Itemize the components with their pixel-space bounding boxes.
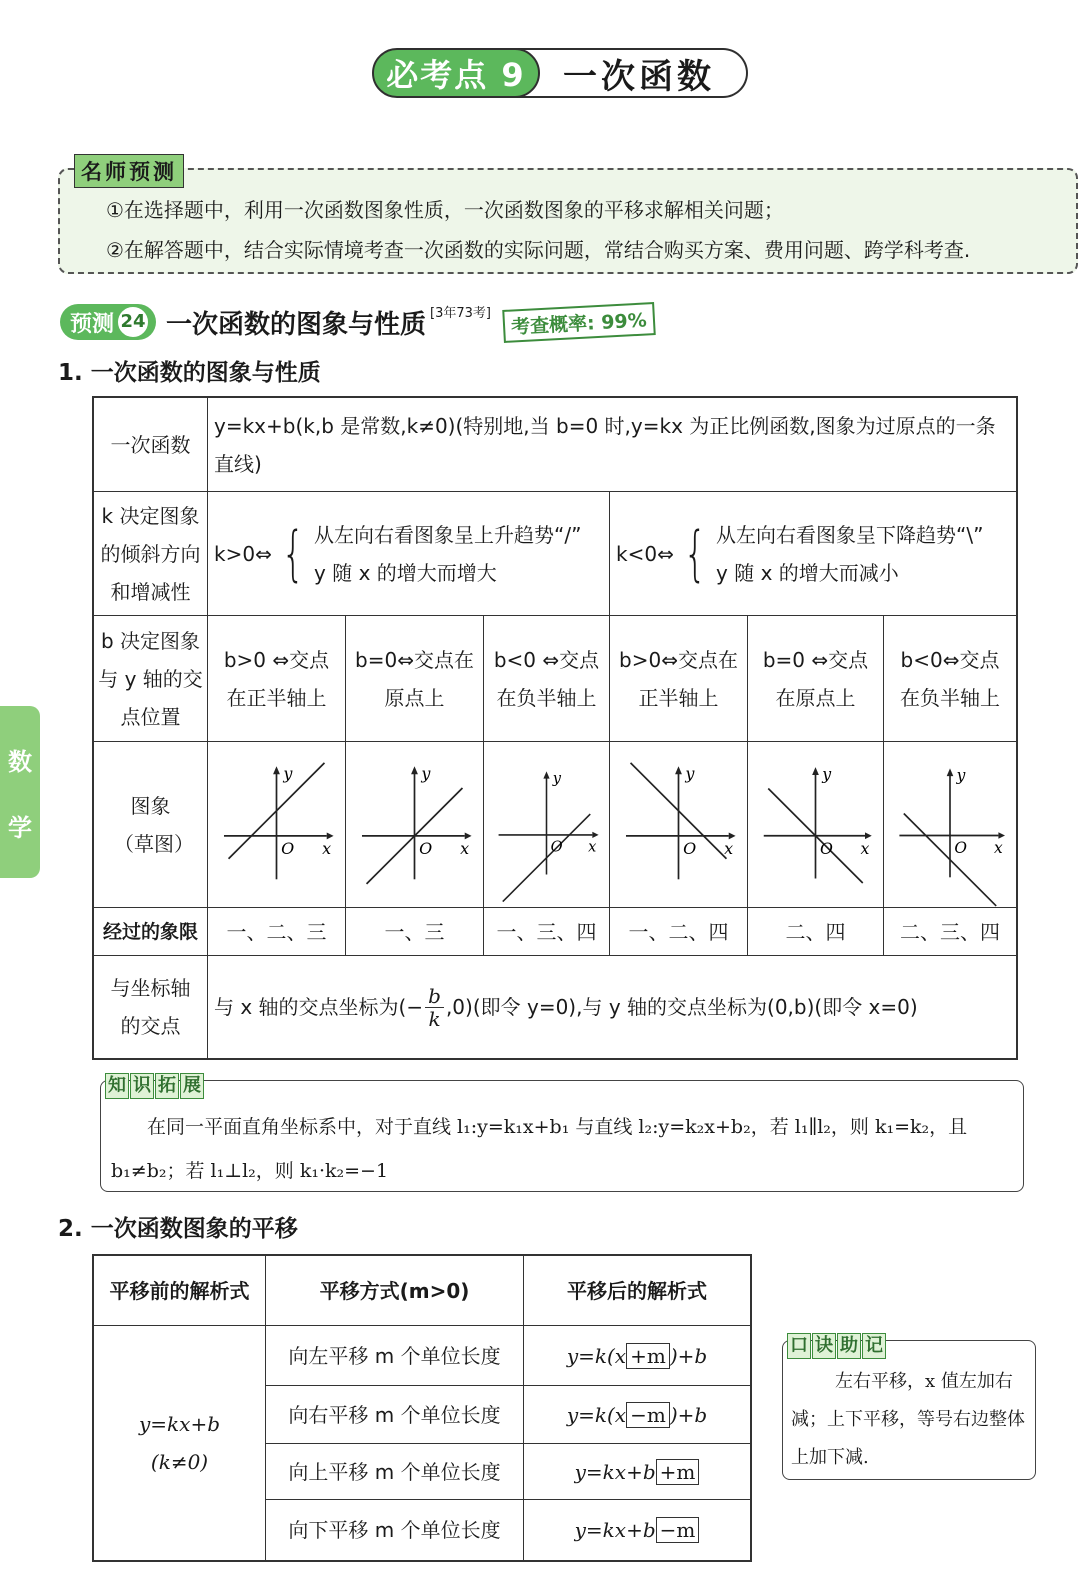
- k-negative-line-2: y 随 x 的增大而减小: [716, 560, 899, 585]
- x-axis-label: x: [322, 839, 332, 859]
- t2-method-right: 向右平移 m 个单位长度: [266, 1386, 524, 1444]
- graph-cell-3: [484, 742, 610, 908]
- intercept-text-a: 与 x 轴的交点坐标为(−: [214, 995, 424, 1019]
- knowledge-box: [100, 1075, 1024, 1192]
- row-intercept-head: 与坐标轴的交点: [94, 956, 208, 1058]
- b-cell-1: b>0 ⇔交点在正半轴上: [208, 616, 346, 742]
- y-axis-label: y: [421, 763, 431, 783]
- brace-icon: {: [281, 518, 305, 589]
- y-axis-arrow-icon: [543, 771, 549, 778]
- x-axis-label: x: [994, 839, 1003, 858]
- translation-table: [92, 1254, 752, 1562]
- graph-cell-6: [884, 742, 1016, 908]
- knowledge-line-2: b₁≠b₂；若 l₁⊥l₂，则 k₁·k₂=−1: [111, 1160, 389, 1182]
- formula-suffix: )+b: [669, 1343, 708, 1368]
- side-tab-char-1: 数: [8, 747, 32, 776]
- t2-method-up: 向上平移 m 个单位长度: [266, 1444, 524, 1500]
- x-axis-label: x: [460, 839, 470, 859]
- formula-box: +m: [656, 1459, 700, 1485]
- y-axis-arrow-icon: [947, 768, 954, 776]
- b-cell-2: b=0⇔交点在原点上: [346, 616, 484, 742]
- rhyme-label-char: 口: [787, 1333, 811, 1359]
- knowledge-label-char: 拓: [155, 1073, 179, 1099]
- t2-result-right: [524, 1386, 750, 1444]
- graph-sketch-2: [346, 742, 483, 907]
- quadrant-cell-6: 二、三、四: [884, 908, 1016, 956]
- chapter-tag: 必考点 9: [372, 48, 540, 98]
- formula-prefix: y=kx+b: [574, 1518, 656, 1542]
- t2-result-down: [524, 1500, 750, 1560]
- origin-label: O: [550, 838, 563, 856]
- b-cell-6: b<0⇔交点在负半轴上: [884, 616, 1016, 742]
- k-negative-line-1: 从左向右看图象呈下降趋势“\”: [716, 522, 984, 547]
- rhyme-label-char: 记: [862, 1333, 886, 1359]
- formula-box: −m: [656, 1517, 700, 1543]
- knowledge-label-char: 展: [180, 1073, 204, 1099]
- t2-method-down: 向下平移 m 个单位长度: [266, 1500, 524, 1560]
- y-axis-arrow-icon: [273, 766, 280, 774]
- graph-cell-4: [610, 742, 748, 908]
- fraction-denominator: k: [428, 1006, 441, 1031]
- x-axis-label: x: [724, 839, 734, 859]
- knowledge-label: [105, 1073, 205, 1099]
- prediction-frequency: [3年73考]: [430, 305, 491, 321]
- fraction-numerator: b: [425, 985, 444, 1008]
- formula-box: +m: [626, 1343, 670, 1369]
- prediction-title: 一次函数的图象与性质: [166, 309, 427, 340]
- graph-cell-2: [346, 742, 484, 908]
- knowledge-label-char: 知: [105, 1073, 129, 1099]
- row-function-head: 一次函数: [94, 398, 208, 492]
- teacher-line-2: ②在解答题中，结合实际情境考查一次函数的实际问题，常结合购买方案、费用问题、跨学科考查.: [106, 238, 971, 262]
- formula-box: −m: [626, 1402, 670, 1428]
- row-intercept-content: [208, 956, 1016, 1058]
- t2-header-after: 平移后的解析式: [524, 1256, 750, 1326]
- k-negative-condition: k<0⇔: [616, 541, 674, 566]
- t2-result-up: [524, 1444, 750, 1500]
- rhyme-label-char: 助: [837, 1333, 861, 1359]
- section-1-title: 1. 一次函数的图象与性质: [58, 360, 321, 386]
- graph-sketch-4: [610, 742, 747, 907]
- quadrant-cell-4: 一、二、四: [610, 908, 748, 956]
- graph-cell-1: [208, 742, 346, 908]
- origin-label: O: [419, 839, 433, 859]
- knowledge-label-char: 识: [130, 1073, 154, 1099]
- b-cell-4: b>0⇔交点在正半轴上: [610, 616, 748, 742]
- origin-label: O: [281, 839, 295, 859]
- brace-icon: {: [683, 518, 707, 589]
- origin-label: O: [683, 839, 697, 859]
- row-function-content: y=kx+b(k,b 是常数,k≠0)(特别地,当 b=0 时,y=kx 为正比例函数,图象为过原点的一条直线): [208, 398, 1016, 492]
- quadrant-cell-5: 二、四: [748, 908, 884, 956]
- quadrant-cell-1: 一、二、三: [208, 908, 346, 956]
- subject-side-tab: [0, 706, 40, 878]
- graph-sketch-5: [748, 742, 883, 907]
- teacher-prediction-box: [58, 160, 1078, 274]
- y-axis-label: y: [283, 763, 293, 783]
- teacher-label: 名师预测: [74, 154, 184, 188]
- prediction-number: 24: [118, 307, 148, 337]
- section-2-title: 2. 一次函数图象的平移: [58, 1216, 298, 1242]
- graph-sketch-6: [884, 742, 1016, 907]
- prediction-badge: [60, 304, 156, 340]
- quadrant-cell-2: 一、三: [346, 908, 484, 956]
- chapter-title: 一次函数: [512, 48, 748, 98]
- y-axis-label: y: [822, 764, 832, 784]
- rhyme-text: 左右平移，x 值左加右减；上下平移，等号右边整体上加下减.: [791, 1371, 1025, 1468]
- original-line-1: y=kx+b: [138, 1412, 220, 1436]
- row-b-head: b 决定图象与 y 轴的交点位置: [94, 616, 208, 742]
- row-graph-head: 图象（草图）: [94, 742, 208, 908]
- k-positive-cell: [208, 492, 610, 616]
- original-line-2: (k≠0): [150, 1450, 209, 1474]
- k-positive-line-1: 从左向右看图象呈上升趋势“/”: [314, 522, 582, 547]
- side-tab-char-2: 学: [8, 813, 32, 842]
- row-quadrant-head: 经过的象限: [94, 908, 208, 956]
- y-axis-label: y: [956, 766, 966, 785]
- quadrant-cell-3: 一、三、四: [484, 908, 610, 956]
- k-positive-line-2: y 随 x 的增大而增大: [314, 560, 497, 585]
- x-axis-arrow-icon: [592, 832, 598, 838]
- origin-label: O: [954, 839, 968, 858]
- k-positive-condition: k>0⇔: [214, 541, 272, 566]
- y-axis-arrow-icon: [675, 766, 682, 774]
- t2-original-formula: [94, 1326, 266, 1560]
- b-cell-5: b=0 ⇔交点在原点上: [748, 616, 884, 742]
- prediction-badge-label: 预测: [70, 311, 115, 337]
- t2-result-left: [524, 1326, 750, 1386]
- x-axis-label: x: [588, 838, 597, 856]
- t2-method-left: 向左平移 m 个单位长度: [266, 1326, 524, 1386]
- b-cell-3: b<0 ⇔交点在负半轴上: [484, 616, 610, 742]
- fraction-b-over-k: [425, 985, 444, 1030]
- properties-table: [92, 396, 1018, 1060]
- graph-cell-5: [748, 742, 884, 908]
- t2-header-before: 平移前的解析式: [94, 1256, 266, 1326]
- prediction-header: [60, 300, 655, 344]
- chapter-header: [372, 48, 748, 98]
- origin-label: O: [820, 838, 833, 858]
- x-axis-arrow-icon: [998, 832, 1005, 839]
- knowledge-line-1: 在同一平面直角坐标系中，对于直线 l₁:y=k₁x+b₁ 与直线 l₂:y=k₂x+b₂，若 l₁∥l₂，则 k₁=k₂，且: [147, 1116, 968, 1138]
- intercept-text-b: ,0)(即令 y=0),与 y 轴的交点坐标为(0,b)(即令 x=0): [445, 995, 918, 1019]
- rhyme-label-char: 诀: [812, 1333, 836, 1359]
- row-k-head: k 决定图象的倾斜方向和增减性: [94, 492, 208, 616]
- probability-stamp: 考查概率: 99%: [502, 302, 655, 343]
- k-negative-cell: [610, 492, 1016, 616]
- graph-sketch-3: [484, 742, 609, 907]
- rhyme-label: [787, 1333, 887, 1359]
- y-axis-arrow-icon: [411, 766, 418, 774]
- teacher-line-1: ①在选择题中，利用一次函数图象性质，一次函数图象的平移求解相关问题；: [106, 198, 784, 222]
- x-axis-label: x: [860, 838, 870, 858]
- y-axis-arrow-icon: [812, 767, 819, 775]
- t2-header-method: 平移方式(m>0): [266, 1256, 524, 1326]
- y-axis-label: y: [552, 769, 561, 787]
- formula-prefix: y=k(x: [566, 1402, 627, 1427]
- formula-suffix: )+b: [669, 1402, 708, 1427]
- rhyme-box: [782, 1335, 1036, 1480]
- y-axis-label: y: [685, 763, 695, 783]
- formula-prefix: y=kx+b: [574, 1459, 656, 1484]
- graph-sketch-1: [208, 742, 345, 907]
- formula-prefix: y=k(x: [566, 1343, 627, 1368]
